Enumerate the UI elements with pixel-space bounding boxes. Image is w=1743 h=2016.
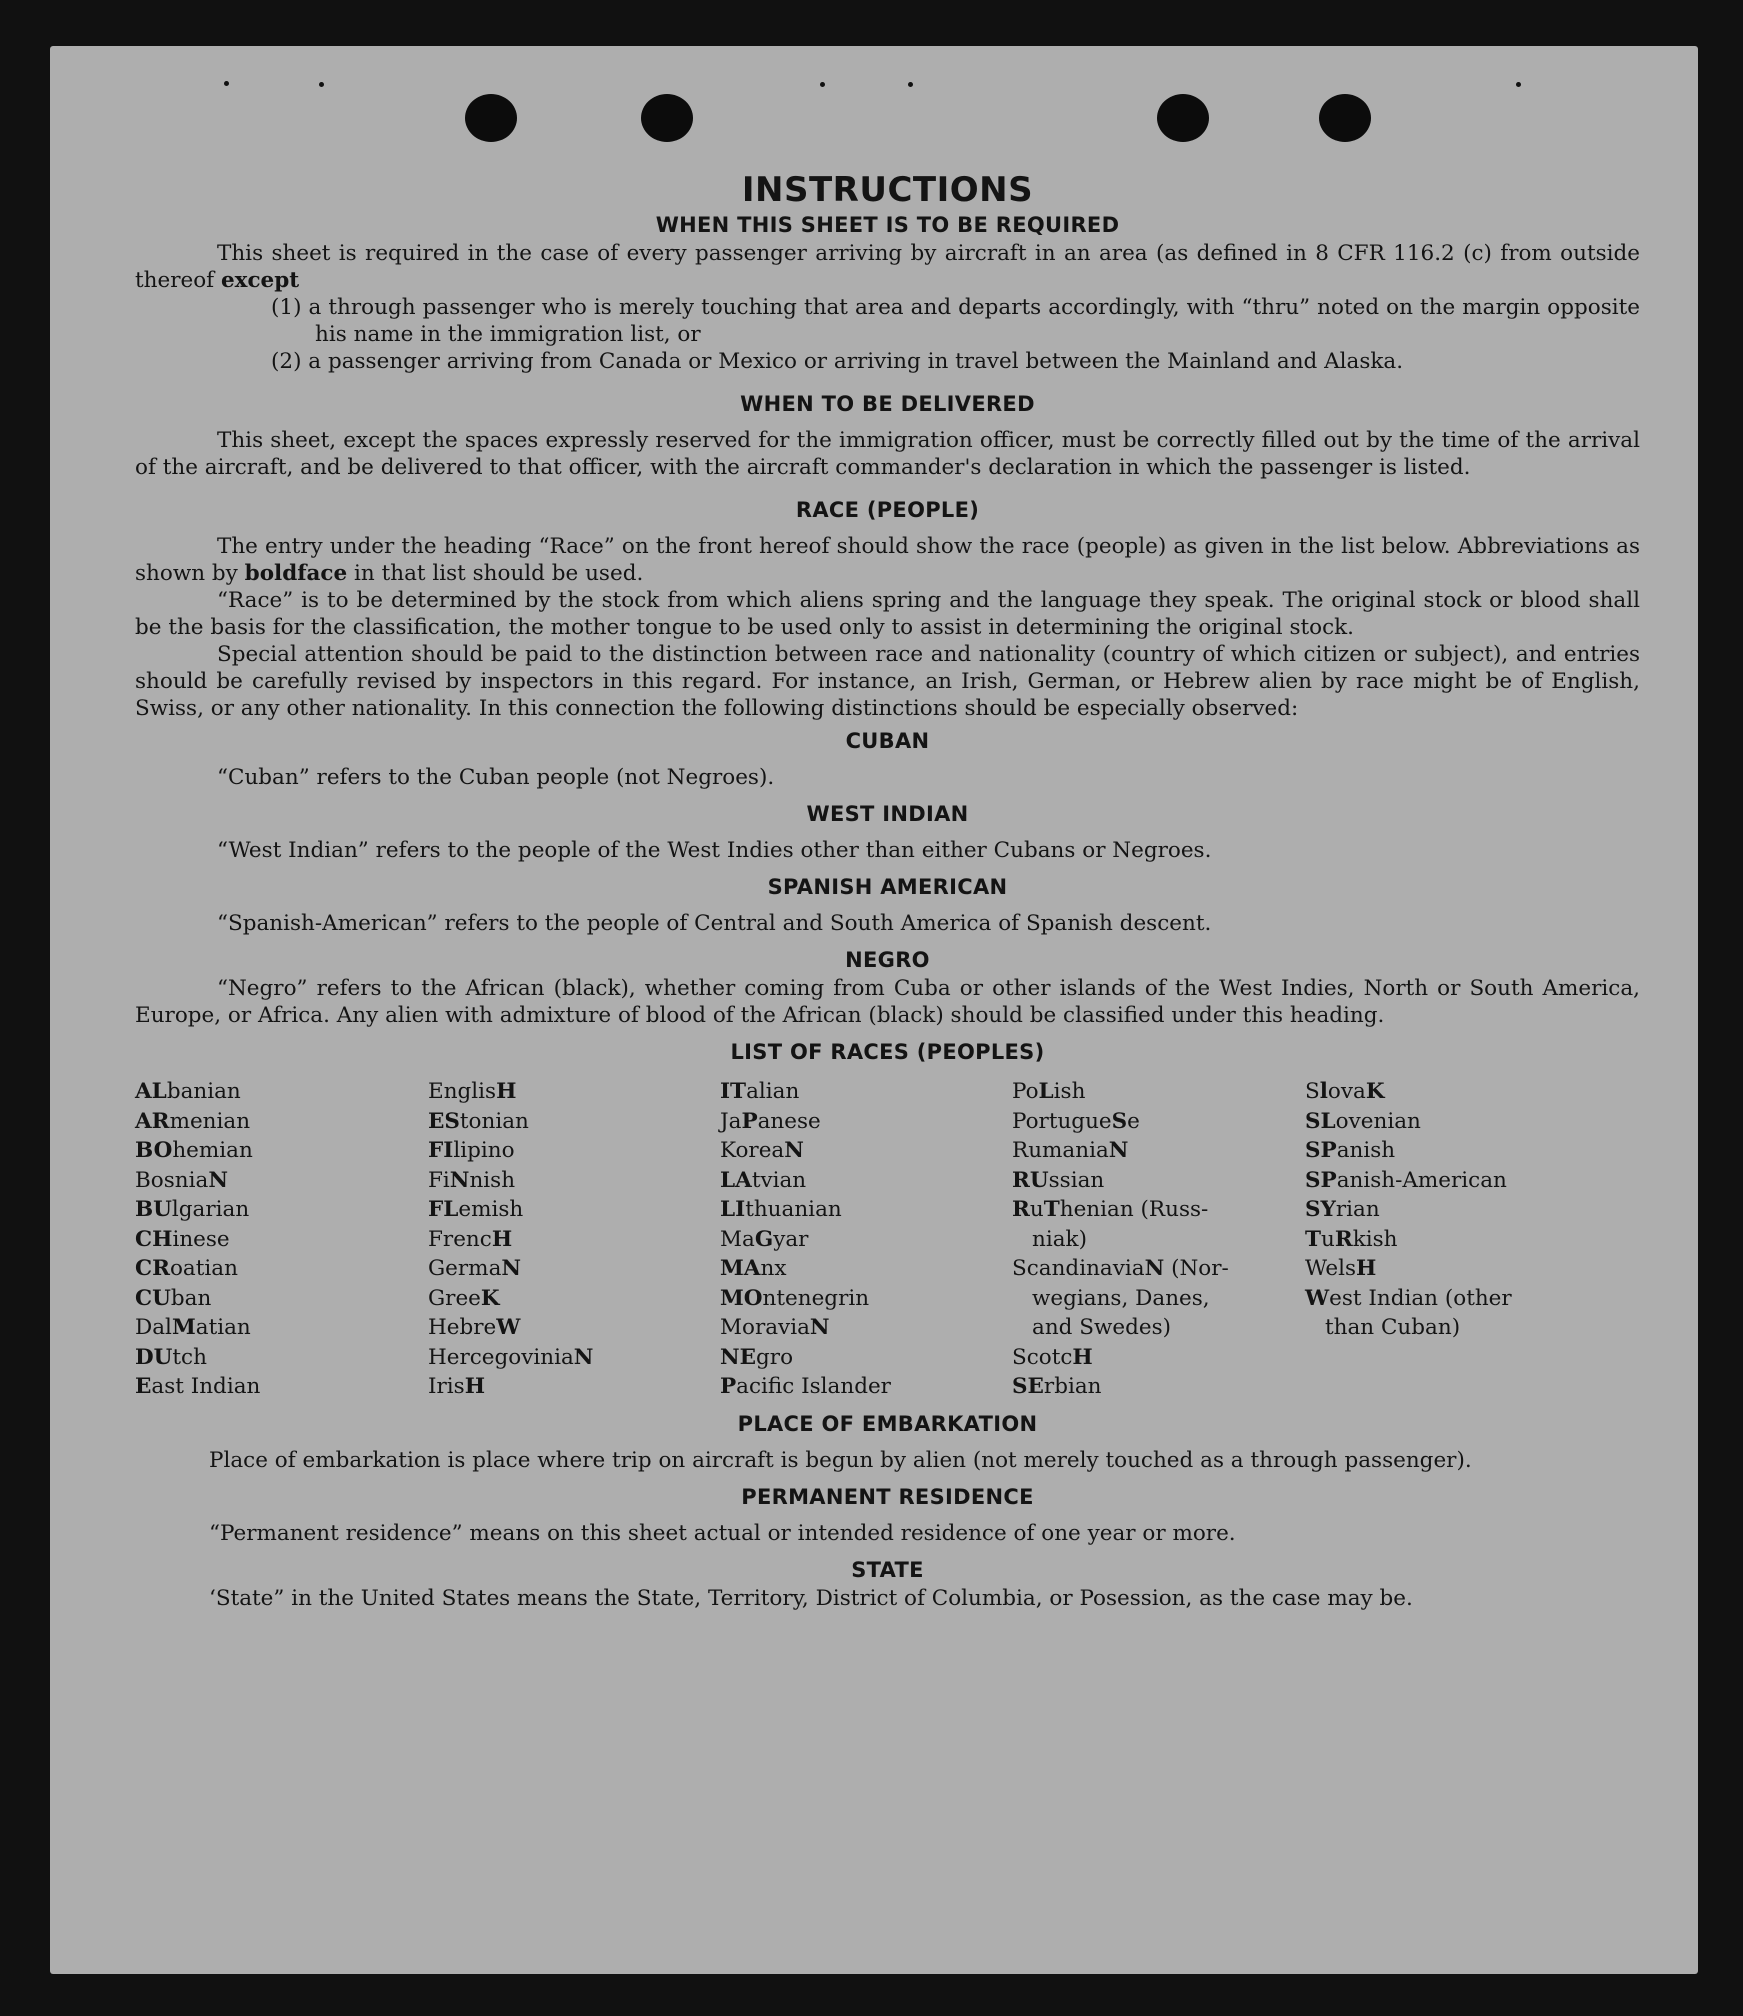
- section-heading-delivered: WHEN TO BE DELIVERED: [740, 392, 1035, 416]
- race-abbrev: SY: [1305, 1197, 1336, 1222]
- race-entry: [1305, 1254, 1512, 1284]
- race-text: e: [1127, 1108, 1140, 1134]
- race-abbrev: H: [496, 1079, 517, 1104]
- race-paragraph-1: [135, 533, 1640, 587]
- dust-speck: [1516, 82, 1521, 87]
- race-entry: [1012, 1077, 1229, 1107]
- race-abbrev: DU: [135, 1344, 173, 1370]
- race-entry: [135, 1343, 260, 1373]
- race-text: Iris: [428, 1374, 465, 1399]
- race-text: Gree: [428, 1285, 481, 1311]
- races-list: [135, 1077, 1640, 1405]
- race-abbrev: AR: [135, 1108, 170, 1134]
- race-abbrev: SP: [1305, 1138, 1337, 1163]
- race-abbrev: R: [1334, 1226, 1353, 1252]
- race-abbrev: CU: [135, 1285, 171, 1311]
- race-text: thuanian: [745, 1197, 842, 1222]
- race-abbrev: SP: [1305, 1167, 1337, 1193]
- race-entry: [428, 1254, 593, 1284]
- race-text: Hebre: [428, 1315, 497, 1340]
- punch-hole: [1157, 94, 1209, 142]
- race-text: Germa: [428, 1256, 502, 1281]
- race-abbrev: LA: [720, 1167, 752, 1193]
- race-text: nish: [469, 1167, 516, 1193]
- race-text: lgarian: [171, 1197, 250, 1222]
- race-text-a: The entry under the heading “Race” on the front hereof should show the race (people) as given in the list below. Abbreviations as shown by: [135, 534, 1640, 586]
- race-entry: [135, 1166, 260, 1196]
- instructions-content: [135, 170, 1640, 1612]
- permanent-residence-paragraph: “Permanent residence” means on this sheet actual or intended residence of one year or more.: [209, 1521, 1236, 1546]
- race-entry: [720, 1195, 891, 1225]
- west-indian-paragraph: “West Indian” refers to the people of the West Indies other than either Cubans or Negroes.: [217, 838, 1212, 863]
- race-entry: [1012, 1166, 1229, 1196]
- race-entry: [135, 1284, 260, 1314]
- race-entry: [135, 1254, 260, 1284]
- embarkation-paragraph: Place of embarkation is place where trip on aircraft is begun by alien (not merely touched as a through passenger).: [209, 1448, 1472, 1473]
- race-abbrev: N: [1108, 1138, 1129, 1163]
- race-entry: [720, 1313, 891, 1343]
- race-entry: [1305, 1225, 1512, 1255]
- race-entry: [1305, 1136, 1512, 1166]
- race-abbrev: MA: [720, 1256, 761, 1281]
- race-abbrev: T: [1305, 1226, 1321, 1252]
- race-text: hemian: [172, 1138, 253, 1163]
- race-entry: [135, 1136, 260, 1166]
- document-page: [50, 46, 1698, 1974]
- race-abbrev: FL: [428, 1197, 459, 1222]
- races-column-2: [428, 1077, 593, 1402]
- race-text: ast Indian: [151, 1374, 261, 1399]
- race-abbrev: LI: [720, 1197, 746, 1222]
- race-entry: [135, 1077, 260, 1107]
- race-entry: [135, 1372, 260, 1402]
- race-text: henian (Russ-: [1059, 1197, 1209, 1222]
- race-abbrev: R: [1012, 1197, 1030, 1222]
- race-text: Korea: [720, 1138, 785, 1163]
- section-heading-required: WHEN THIS SHEET IS TO BE REQUIRED: [655, 213, 1120, 237]
- race-entry: [428, 1313, 593, 1343]
- negro-paragraph: “Negro” refers to the African (black), whether coming from Cuba or other islands of the West Indies, North or South America, Europe, or Africa. Any alien with admixture of blood of the African (black) should be classified under this heading.: [135, 976, 1640, 1028]
- race-text: tvian: [751, 1167, 807, 1193]
- section-heading-negro: NEGRO: [845, 948, 930, 972]
- race-text: (Nor-: [1164, 1256, 1229, 1281]
- race-text: emish: [458, 1197, 524, 1222]
- cuban-paragraph: “Cuban” refers to the Cuban people (not Negroes).: [217, 765, 775, 790]
- race-text: nx: [760, 1256, 787, 1281]
- required-text: This sheet is required in the case of every passenger arriving by aircraft in an area (as defined in 8 CFR 116.2 (c) from outside thereof: [135, 241, 1640, 293]
- race-text: alian: [746, 1079, 800, 1104]
- required-paragraph: [135, 240, 1640, 294]
- punch-hole: [465, 94, 517, 142]
- race-abbrev: SL: [1305, 1108, 1336, 1134]
- race-text: oatian: [169, 1256, 238, 1281]
- race-abbrev: W: [496, 1315, 521, 1340]
- race-abbrev: P: [741, 1108, 758, 1134]
- delivered-paragraph: This sheet, except the spaces expressly reserved for the immigration officer, must be correctly filled out by the time of the arrival of the aircraft, and be delivered to that officer, with the aircraft commander's declaration in which the passenger is listed.: [135, 428, 1640, 480]
- race-abbrev: N: [208, 1167, 228, 1193]
- race-text: ntenegrin: [762, 1285, 870, 1311]
- spanish-american-paragraph: “Spanish-American” refers to the people of Central and South America of Spanish descent.: [217, 911, 1212, 936]
- race-entry: [720, 1343, 891, 1373]
- race-entry: [720, 1077, 891, 1107]
- race-text: kish: [1352, 1226, 1398, 1252]
- race-abbrev: T: [1043, 1197, 1060, 1222]
- race-abbrev: N: [449, 1167, 470, 1193]
- race-text: banian: [166, 1079, 241, 1104]
- race-entry: [1012, 1107, 1229, 1137]
- race-abbrev: N: [809, 1315, 830, 1340]
- race-abbrev: M: [171, 1315, 196, 1340]
- section-heading-race: RACE (PEOPLE): [795, 498, 980, 522]
- race-text: S: [1305, 1079, 1320, 1104]
- race-entry: [720, 1372, 891, 1402]
- race-text: est Indian (other: [1329, 1285, 1512, 1311]
- race-paragraph-2: “Race” is to be determined by the stock from which aliens spring and the language they speak. The original stock or blood shall be the basis for the classification, the mother tongue to be used only to assist in determining the original stock.: [135, 588, 1640, 640]
- race-text: rbian: [1043, 1374, 1102, 1399]
- race-entry: [720, 1166, 891, 1196]
- race-entry: [428, 1107, 593, 1137]
- race-abbrev: H: [1355, 1256, 1377, 1281]
- except-word: except: [220, 268, 300, 293]
- section-heading-west-indian: WEST INDIAN: [806, 802, 969, 826]
- race-entry: [1305, 1166, 1512, 1196]
- race-abbrev: BU: [135, 1197, 172, 1222]
- race-abbrev: NE: [720, 1344, 757, 1370]
- race-continuation: and Swedes): [1032, 1315, 1172, 1340]
- race-text: tonian: [459, 1108, 529, 1134]
- race-abbrev: H: [491, 1226, 513, 1252]
- race-entry: [135, 1225, 260, 1255]
- exception-item-2: (2) a passenger arriving from Canada or Mexico or arriving in travel between the Mainland and Alaska.: [271, 349, 1404, 374]
- race-abbrev: N: [784, 1138, 804, 1163]
- race-text: Fi: [428, 1167, 450, 1193]
- race-abbrev: K: [480, 1285, 500, 1311]
- dust-speck: [319, 82, 324, 87]
- race-text: Frenc: [428, 1226, 492, 1252]
- race-abbrev: N: [573, 1344, 594, 1370]
- races-column-5: [1305, 1077, 1512, 1343]
- race-entry: [1012, 1254, 1229, 1343]
- race-entry: [720, 1284, 891, 1314]
- race-entry: [1305, 1107, 1512, 1137]
- race-text: atian: [195, 1315, 251, 1340]
- race-text: Ma: [720, 1226, 755, 1252]
- race-abbrev: BO: [135, 1138, 173, 1163]
- race-text: Englis: [428, 1079, 497, 1104]
- race-text: acific Islander: [736, 1374, 891, 1399]
- race-entry: [1305, 1195, 1512, 1225]
- punch-hole: [641, 94, 693, 142]
- boldface-word: boldface: [244, 561, 348, 586]
- races-column-1: [135, 1077, 260, 1402]
- race-abbrev: K: [1365, 1079, 1385, 1104]
- race-abbrev: ES: [428, 1108, 460, 1134]
- race-text: u: [1029, 1197, 1044, 1222]
- race-abbrev: RU: [1012, 1167, 1049, 1193]
- race-text-c: in that list should be used.: [347, 561, 644, 586]
- race-text: yar: [773, 1226, 809, 1252]
- race-abbrev: P: [720, 1374, 737, 1399]
- race-abbrev: H: [464, 1374, 486, 1399]
- race-entry: [720, 1225, 891, 1255]
- state-paragraph: ‘State” in the United States means the State, Territory, District of Columbia, or Posession, as the case may be.: [209, 1586, 1413, 1611]
- race-abbrev: G: [754, 1226, 774, 1252]
- race-entry: [428, 1166, 593, 1196]
- page-title: INSTRUCTIONS: [741, 170, 1034, 210]
- race-text: Hercegovinia: [428, 1344, 574, 1370]
- section-heading-cuban: CUBAN: [845, 729, 930, 753]
- race-entry: [428, 1195, 593, 1225]
- race-entry: [428, 1136, 593, 1166]
- race-text: u: [1321, 1226, 1335, 1252]
- race-continuation: niak): [1032, 1226, 1087, 1252]
- race-abbrev: E: [135, 1374, 152, 1399]
- race-abbrev: L: [1038, 1079, 1054, 1104]
- race-entry: [720, 1107, 891, 1137]
- race-entry: [720, 1136, 891, 1166]
- race-continuation: than Cuban): [1325, 1315, 1461, 1340]
- race-text: ova: [1327, 1079, 1366, 1104]
- exception-item-1: (1) a through passenger who is merely touching that area and departs accordingly, with “thru” noted on the margin opposite his name in the immigration list, or: [271, 295, 1640, 347]
- punch-hole: [1319, 94, 1371, 142]
- race-entry: [135, 1107, 260, 1137]
- race-entry: [428, 1372, 593, 1402]
- race-text: menian: [169, 1108, 251, 1134]
- race-text: inese: [172, 1226, 230, 1252]
- section-heading-embarkation: PLACE OF EMBARKATION: [737, 1412, 1038, 1436]
- race-text: Po: [1012, 1079, 1039, 1104]
- race-abbrev: N: [501, 1256, 522, 1281]
- race-abbrev: AL: [135, 1079, 167, 1104]
- race-text: ish: [1053, 1079, 1086, 1104]
- race-entry: [1012, 1343, 1229, 1373]
- race-text: ban: [170, 1285, 212, 1311]
- race-entry: [135, 1313, 260, 1343]
- race-text: gro: [756, 1344, 794, 1370]
- race-text: Ja: [720, 1108, 742, 1134]
- section-heading-races-list: LIST OF RACES (PEOPLES): [730, 1040, 1045, 1064]
- race-text: Rumania: [1012, 1138, 1109, 1163]
- dust-speck: [820, 82, 825, 87]
- dust-speck: [908, 82, 913, 87]
- race-abbrev: l: [1319, 1079, 1328, 1104]
- race-entry: [135, 1195, 260, 1225]
- races-column-3: [720, 1077, 891, 1402]
- dust-speck: [224, 81, 229, 86]
- race-entry: [428, 1077, 593, 1107]
- race-entry: [720, 1254, 891, 1284]
- race-paragraph-3: Special attention should be paid to the distinction between race and nationality (country of which citizen or subject), and entries should be carefully revised by inspectors in this regard. For instance, an Irish, German, or Hebrew alien by race might be of English, Swiss, or any other nationality. In this connection the following distinctions should be especially observed:: [135, 642, 1640, 721]
- race-abbrev: IT: [720, 1079, 747, 1104]
- race-text: ssian: [1048, 1167, 1105, 1193]
- race-entry: [1012, 1372, 1229, 1402]
- section-heading-state: STATE: [851, 1558, 924, 1582]
- race-entry: [428, 1284, 593, 1314]
- race-abbrev: FI: [428, 1138, 454, 1163]
- race-entry: [1305, 1077, 1512, 1107]
- race-text: Dal: [135, 1315, 172, 1340]
- race-continuation: wegians, Danes,: [1032, 1285, 1210, 1311]
- race-abbrev: MO: [720, 1285, 763, 1311]
- race-abbrev: CH: [135, 1226, 173, 1252]
- race-abbrev: H: [1072, 1344, 1093, 1370]
- races-column-4: [1012, 1077, 1229, 1402]
- race-entry: [428, 1225, 593, 1255]
- race-text: Scandinavia: [1012, 1256, 1145, 1281]
- race-abbrev: CR: [135, 1256, 170, 1281]
- race-entry: [1012, 1136, 1229, 1166]
- section-heading-spanish-american: SPANISH AMERICAN: [767, 875, 1008, 899]
- race-text: anese: [757, 1108, 821, 1134]
- race-entry: [1012, 1195, 1229, 1254]
- race-text: tch: [172, 1344, 207, 1370]
- race-entry: [1305, 1284, 1512, 1343]
- race-text: anish-American: [1336, 1167, 1507, 1193]
- race-text: Portugue: [1012, 1108, 1112, 1134]
- race-abbrev: W: [1305, 1285, 1330, 1311]
- race-entry: [428, 1343, 593, 1373]
- race-abbrev: S: [1111, 1108, 1128, 1134]
- race-text: ovenian: [1335, 1108, 1421, 1134]
- race-abbrev: N: [1144, 1256, 1165, 1281]
- race-text: Bosnia: [135, 1167, 209, 1193]
- race-text: rian: [1335, 1197, 1380, 1222]
- race-text: Moravia: [720, 1315, 810, 1340]
- section-heading-permanent-residence: PERMANENT RESIDENCE: [741, 1485, 1034, 1509]
- race-abbrev: SE: [1012, 1374, 1044, 1399]
- race-text: lipino: [453, 1138, 515, 1163]
- race-text: Wels: [1305, 1256, 1356, 1281]
- race-text: anish: [1336, 1138, 1396, 1163]
- race-text: Scotc: [1012, 1344, 1073, 1370]
